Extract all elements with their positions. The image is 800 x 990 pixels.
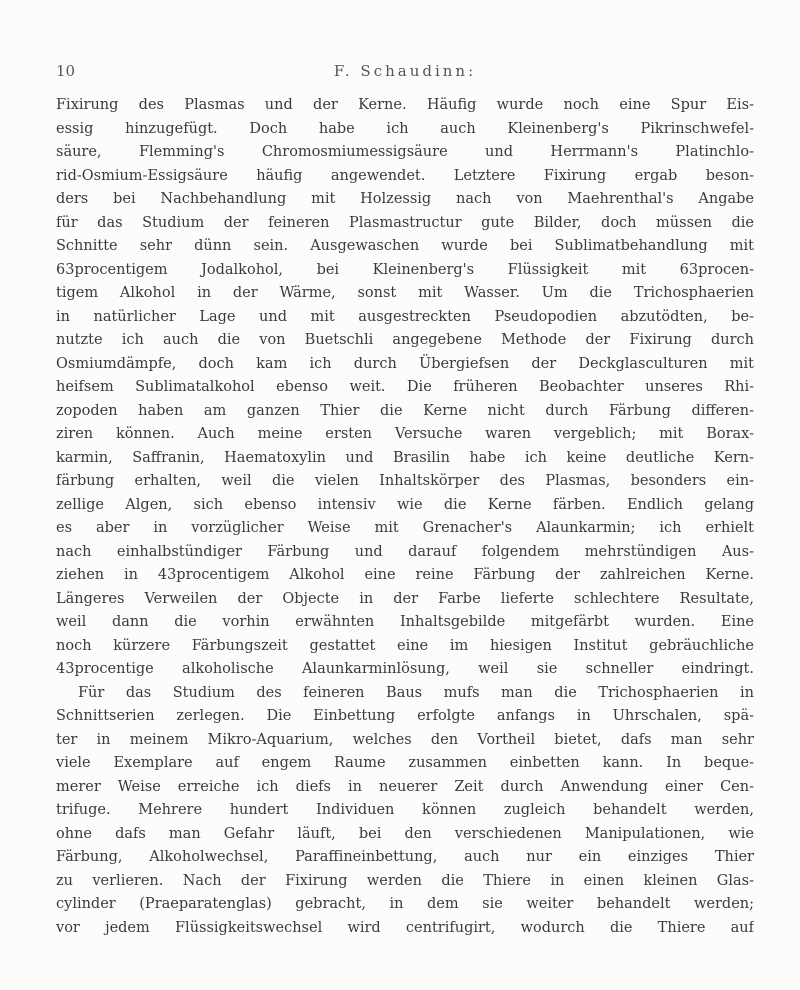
text-line: essig hinzugefügt. Doch habe ich auch Kleinenberg's Pikrinschwefel-: [56, 120, 754, 137]
text-line: heifsem Sublimatalkohol ebenso weit. Die früheren Beobachter unseres Rhi-: [56, 379, 754, 395]
text-line: ter in meinem Mikro-Aquarium, welches den Vortheil bietet, dafs man sehr: [56, 731, 754, 748]
text-line: karmin, Saffranin, Haematoxylin und Brasilin habe ich keine deutliche Kern-: [56, 449, 754, 466]
text-line: Längeres Verweilen der Objecte in der Farbe lieferte schlechtere Resultate,: [56, 590, 754, 607]
text-line: zu verlieren. Nach der Fixirung werden die Thiere in einen kleinen Glas-: [56, 872, 754, 889]
text-line: 63procentigem Jodalkohol, bei Kleinenberg's Flüssigkeit mit 63procen-: [56, 261, 754, 278]
text-line: nutzte ich auch die von Buetschli angegebene Methode der Fixirung durch: [56, 332, 754, 348]
text-line: Osmiumdämpfe, doch kam ich durch Übergiefsen der Deckglasculturen mit: [56, 355, 754, 372]
document-page: [56, 62, 754, 940]
text-line: tigem Alkohol in der Wärme, sonst mit Wasser. Um die Trichosphaerien: [56, 285, 754, 301]
page-number: 10: [56, 62, 76, 80]
text-line: rid-Osmium-Essigsäure häufig angewendet. Letztere Fixirung ergab beson-: [56, 167, 754, 184]
text-line: färbung erhalten, weil die vielen Inhaltskörper des Plasmas, besonders ein-: [56, 473, 754, 489]
text-line: nach einhalbstündiger Färbung und darauf folgendem mehrstündigen Aus-: [56, 543, 754, 560]
body-text: [56, 94, 754, 940]
text-line: ziren können. Auch meine ersten Versuche waren vergeblich; mit Borax-: [56, 426, 754, 442]
text-line: merer Weise erreiche ich diefs in neuerer Zeit durch Anwendung einer Cen-: [56, 778, 754, 795]
text-line: viele Exemplare auf engem Raume zusammen einbetten kann. In beque-: [56, 755, 754, 771]
text-line: vor jedem Flüssigkeitswechsel wird centrifugirt, wodurch die Thiere auf: [56, 919, 754, 936]
text-line: säure, Flemming's Chromosmiumessigsäure und Herrmann's Platinchlo-: [56, 144, 754, 160]
text-line: 43procentige alkoholische Alaunkarminlösung, weil sie schneller eindringt.: [56, 661, 754, 677]
text-line: cylinder (Praeparatenglas) gebracht, in dem sie weiter behandelt werden;: [56, 896, 754, 912]
text-line: in natürlicher Lage und mit ausgestreckten Pseudopodien abzutödten, be-: [56, 308, 754, 325]
text-line: ders bei Nachbehandlung mit Holzessig nach von Maehrenthal's Angabe: [56, 191, 754, 207]
running-head: [56, 62, 754, 86]
text-line: für das Studium der feineren Plasmastructur gute Bilder, doch müssen die: [56, 214, 754, 231]
text-line: ohne dafs man Gefahr läuft, bei den verschiedenen Manipulationen, wie: [56, 825, 754, 842]
running-title: F. Schaudinn:: [333, 62, 477, 80]
text-line: zopoden haben am ganzen Thier die Kerne nicht durch Färbung differen-: [56, 402, 754, 419]
text-line: ziehen in 43procentigem Alkohol eine reine Färbung der zahlreichen Kerne.: [56, 567, 754, 583]
text-line: Für das Studium des feineren Baus mufs man die Trichosphaerien in: [78, 684, 754, 701]
text-line: Schnitte sehr dünn sein. Ausgewaschen wurde bei Sublimatbehandlung mit: [56, 238, 754, 254]
text-line: Färbung, Alkoholwechsel, Paraffineinbettung, auch nur ein einziges Thier: [56, 849, 754, 865]
text-line: zellige Algen, sich ebenso intensiv wie die Kerne färben. Endlich gelang: [56, 496, 754, 513]
text-line: es aber in vorzüglicher Weise mit Grenacher's Alaunkarmin; ich erhielt: [56, 520, 754, 536]
text-line: noch kürzere Färbungszeit gestattet eine im hiesigen Institut gebräuchliche: [56, 637, 754, 654]
text-line: trifuge. Mehrere hundert Individuen können zugleich behandelt werden,: [56, 802, 754, 818]
text-line: weil dann die vorhin erwähnten Inhaltsgebilde mitgefärbt wurden. Eine: [56, 614, 754, 630]
text-line: Fixirung des Plasmas und der Kerne. Häufig wurde noch eine Spur Eis-: [56, 97, 754, 113]
text-line: Schnittserien zerlegen. Die Einbettung erfolgte anfangs in Uhrschalen, spä-: [56, 708, 754, 724]
